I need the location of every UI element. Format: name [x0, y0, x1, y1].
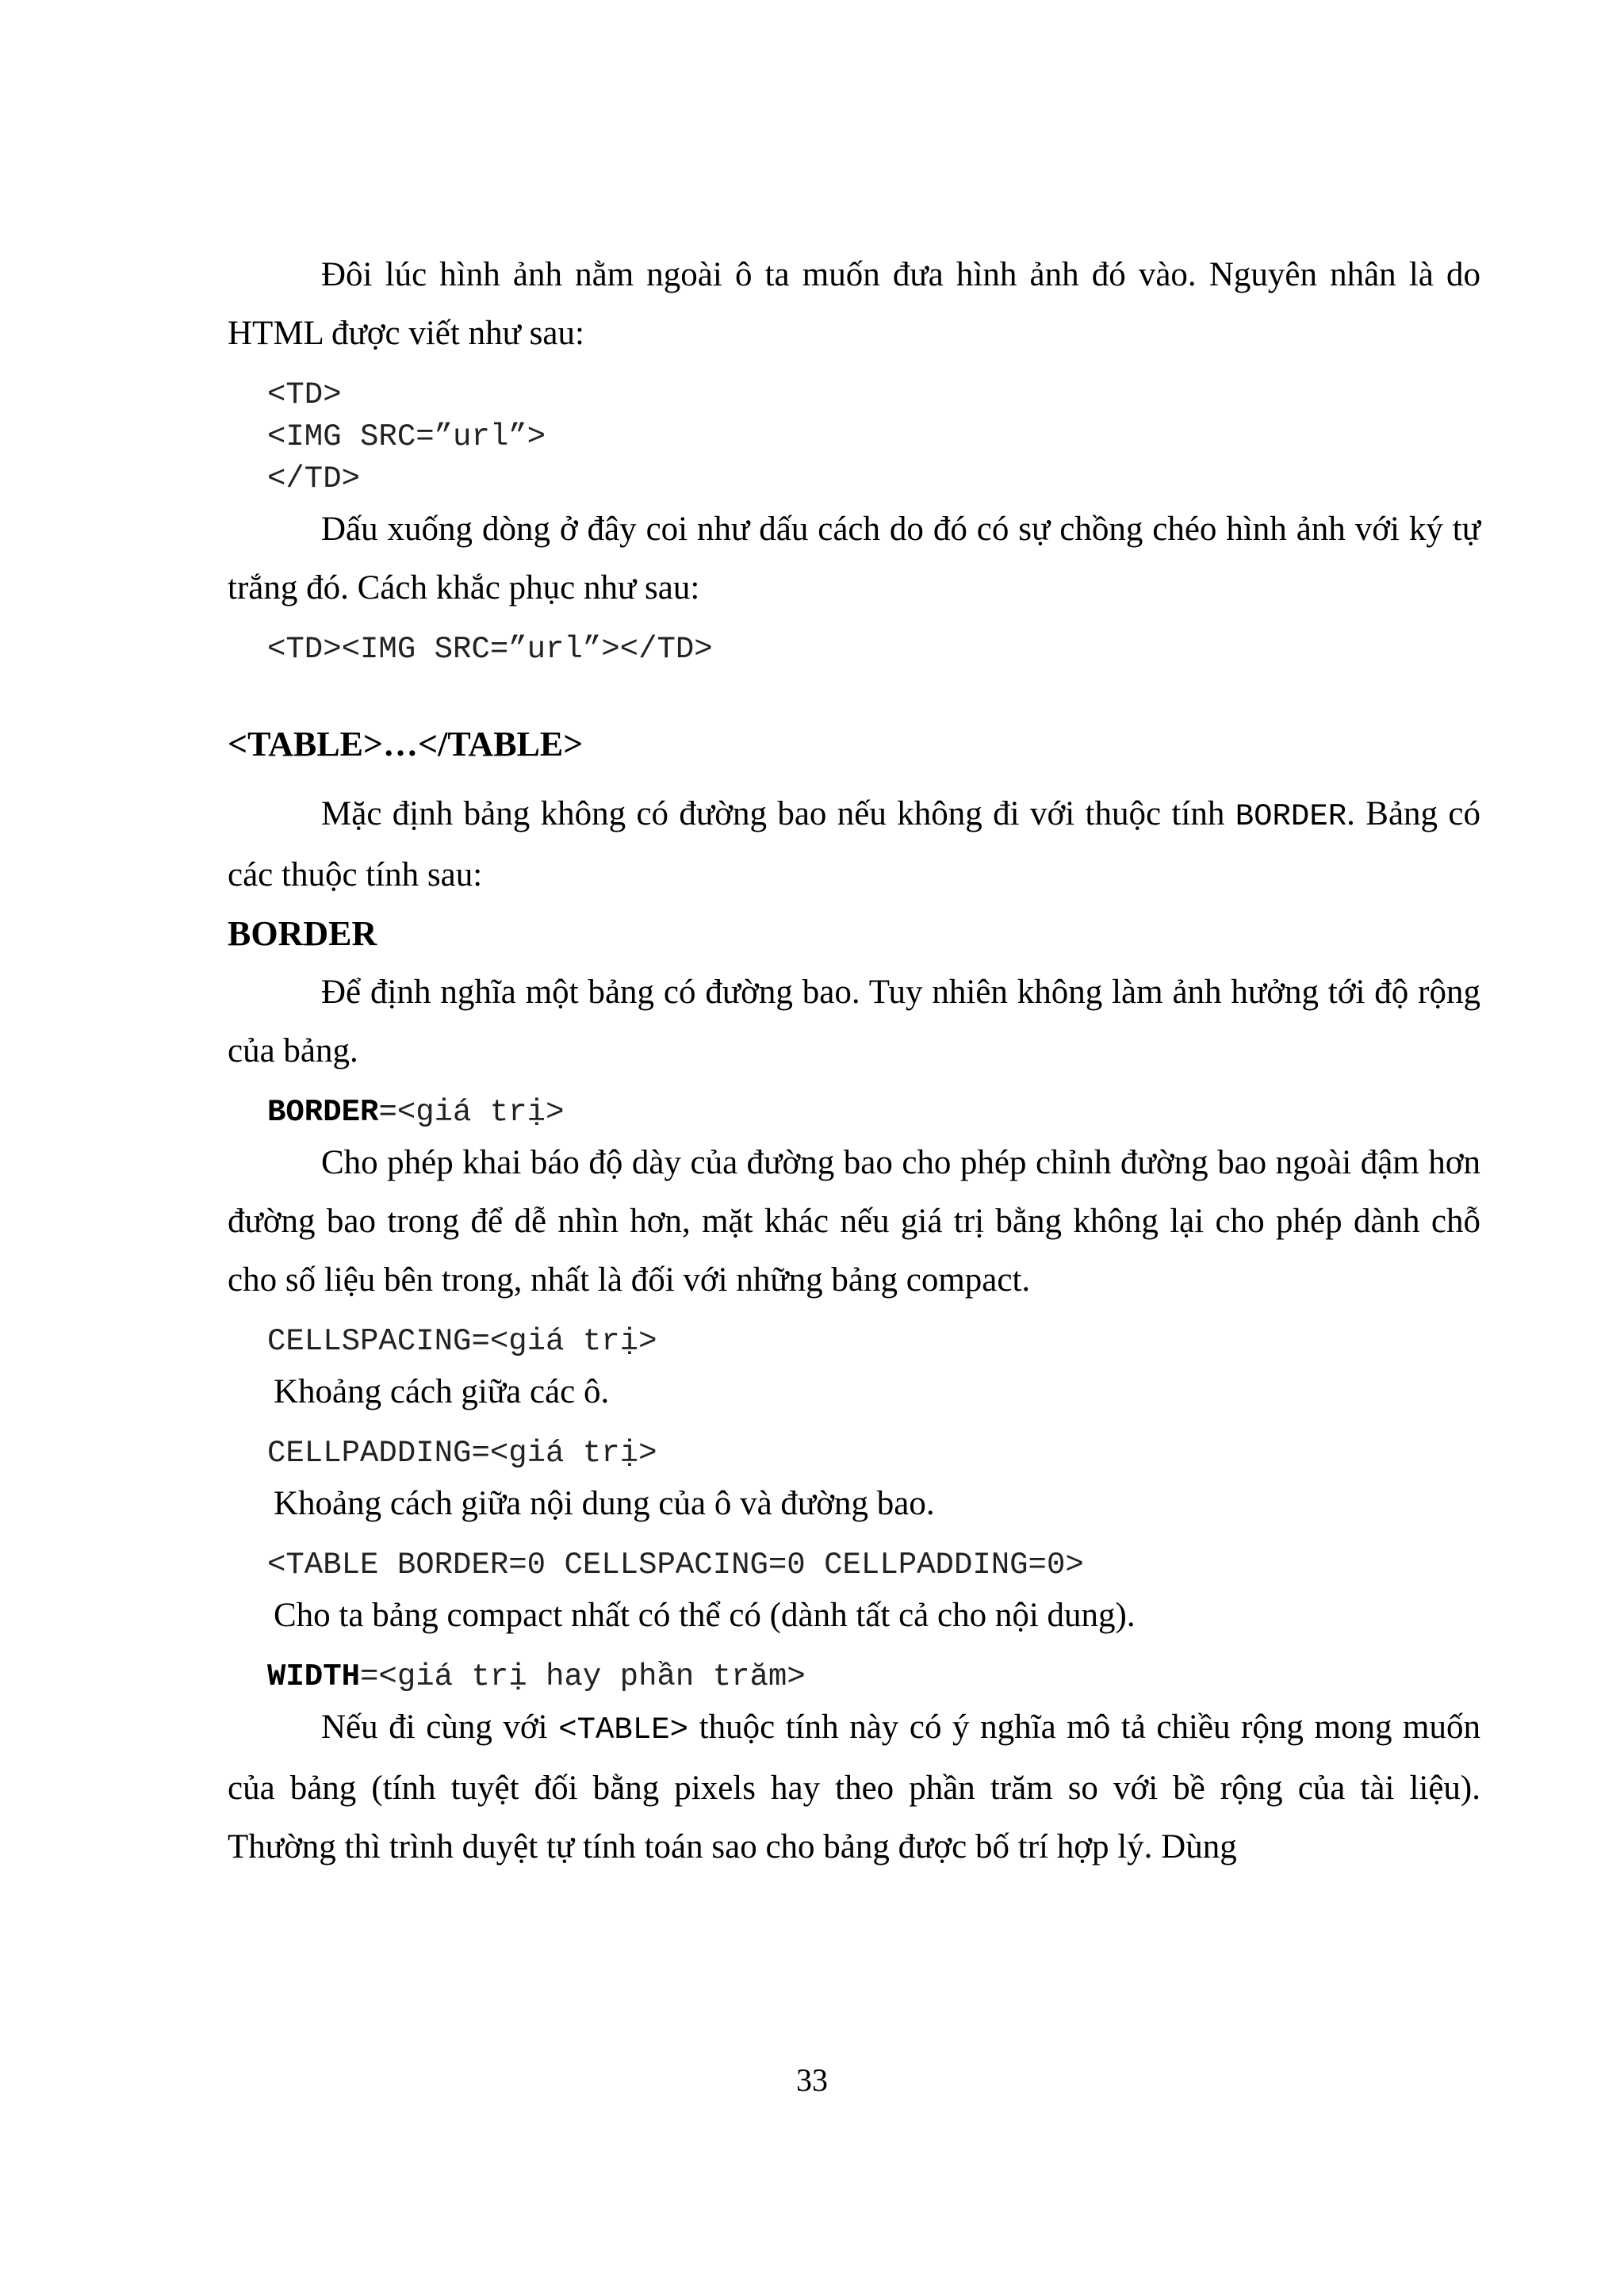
text-run: . Bảng có các thuộc tính sau:: [228, 795, 1480, 894]
paragraph-table-default: [228, 785, 1480, 905]
inline-code: BORDER: [1235, 799, 1347, 834]
code-line: [228, 1092, 1480, 1134]
code-value: =<giá trị>: [378, 1095, 565, 1130]
code-line: <TD><IMG SRC=”url”></TD>: [267, 632, 713, 667]
inline-code: <TABLE>: [558, 1712, 689, 1747]
code-line: CELLSPACING=<giá trị>: [267, 1324, 657, 1359]
code-line: <TABLE BORDER=0 CELLSPACING=0 CELLPADDING=0>: [267, 1548, 1084, 1582]
code-keyword: BORDER: [267, 1095, 379, 1130]
code-line: CELLPADDING=<giá trị>: [267, 1436, 657, 1471]
text-run: thuộc tính này có ý nghĩa mô tả chiều rộng mong muốn của bảng (tính tuyệt đối bằng pixels hay theo phần trăm so với bề rộng của tài liệu). Thường thì trình duyệt tự tính toán sao cho bảng được bố trí hợp lý. Dùng: [228, 1709, 1480, 1866]
paragraph-border-thickness: Cho phép khai báo độ dày của đường bao cho phép chỉnh đường bao ngoài đậm hơn đường bao trong để dễ nhìn hơn, mặt khác nếu giá trị bằng không lại cho phép dành chỗ cho số liệu bên trong, nhất là đối với những bảng compact.: [228, 1144, 1480, 1299]
code-line: </TD>: [267, 461, 361, 496]
code-value: =<giá trị hay phần trăm>: [360, 1659, 806, 1694]
code-line: <IMG SRC=”url”>: [267, 419, 546, 454]
code-line: [228, 1656, 1480, 1698]
section-heading-table: <TABLE>…</TABLE>: [228, 725, 584, 763]
text-run: Nếu đi cùng với: [321, 1709, 559, 1746]
paragraph-border-def: Để định nghĩa một bảng có đường bao. Tuy nhiên không làm ảnh hưởng tới độ rộng của bảng.: [228, 974, 1480, 1070]
page-number: 33: [796, 2062, 828, 2098]
section-heading-border: BORDER: [228, 914, 377, 953]
paragraph-line-break-issue: Dấu xuống dòng ở đây coi như dấu cách do đó có sự chồng chéo hình ảnh với ký tự trắng đó. Cách khắc phục như sau:: [228, 511, 1480, 607]
paragraph-cellspacing: Khoảng cách giữa các ô.: [274, 1373, 610, 1410]
paragraph-compact-table: Cho ta bảng compact nhất có thể có (dành tất cả cho nội dung).: [274, 1597, 1136, 1634]
paragraph-intro: Đôi lúc hình ảnh nằm ngoài ô ta muốn đưa hình ảnh đó vào. Nguyên nhân là do HTML được viết như sau:: [228, 256, 1480, 352]
code-keyword: WIDTH: [267, 1659, 361, 1694]
page-content: [228, 246, 1480, 1877]
code-line: <TD>: [267, 377, 342, 412]
text-run: Mặc định bảng không có đường bao nếu không đi với thuộc tính: [321, 795, 1235, 832]
paragraph-width: [228, 1698, 1480, 1877]
paragraph-cellpadding: Khoảng cách giữa nội dung của ô và đường bao.: [274, 1485, 935, 1522]
